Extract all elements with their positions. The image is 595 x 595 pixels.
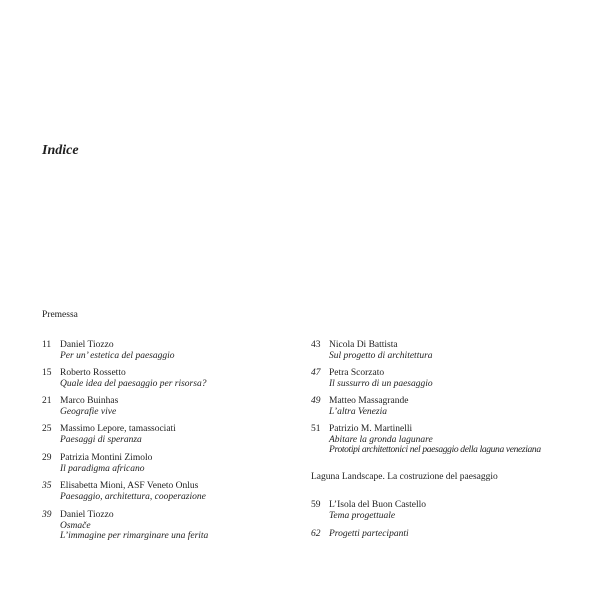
entry-title: L’altra Venezia [329,406,387,417]
page-number: 39 [42,510,52,520]
page-number: 51 [311,424,321,434]
page-number: 21 [42,396,52,406]
entry-author: Daniel Tiozzo [60,510,114,520]
entry-title: Paesaggi di speranza [60,434,142,445]
entry-title: Il sussurro di un paesaggio [329,378,433,389]
entry-subtitle: L’immagine per rimarginare una ferita [60,531,209,541]
page-number: 43 [311,340,321,350]
entry-author: Massimo Lepore, tamassociati [60,424,176,434]
entry-title: Quale idea del paesaggio per risorsa? [60,378,207,389]
entry-title: Geografie vive [60,406,117,417]
page-title: Indice [42,143,79,158]
entry-title: Paesaggio, architettura, cooperazione [60,491,206,502]
page-number: 49 [311,396,321,406]
section-heading-premessa: Premessa [42,310,78,320]
page-number: 11 [42,340,52,350]
entry-author: Patrizio M. Martinelli [329,424,413,434]
entry-author: Marco Buinhas [60,396,119,406]
entry-title: Progetti partecipanti [329,529,409,539]
entry-author: Nicola Di Battista [329,340,398,350]
entry-author: Daniel Tiozzo [60,340,114,350]
entry-author: Elisabetta Mioni, ASF Veneto Onlus [60,481,199,491]
page-number: 59 [311,500,321,510]
entry-author: L’Isola del Buon Castello [329,500,427,510]
entry-title: Per un’ estetica del paesaggio [60,350,175,361]
entry-title: Il paradigma africano [60,463,145,474]
section-heading-laguna-landscape: Laguna Landscape. La costruzione del paesaggio [311,472,498,482]
page-number: 15 [42,368,52,378]
page-number: 62 [311,529,321,539]
entry-author: Patrizia Montini Zimolo [60,453,153,463]
entry-author: Roberto Rossetto [60,368,126,378]
entry-title: Tema progettuale [329,510,396,521]
page-number: 29 [42,453,52,463]
page-number: 47 [311,368,321,378]
entry-author: Matteo Massagrande [329,396,409,406]
entry-author: Petra Scorzato [329,368,385,378]
entry-title: Osmače [60,520,91,531]
entry-subtitle: Prototipi architettonici nel paesaggio della laguna veneziana [329,445,541,455]
entry-title: Sul progetto di architettura [329,350,433,361]
page-number: 25 [42,424,52,434]
entry-title: Abitare la gronda lagunare [329,434,433,445]
page-number: 35 [42,481,52,491]
